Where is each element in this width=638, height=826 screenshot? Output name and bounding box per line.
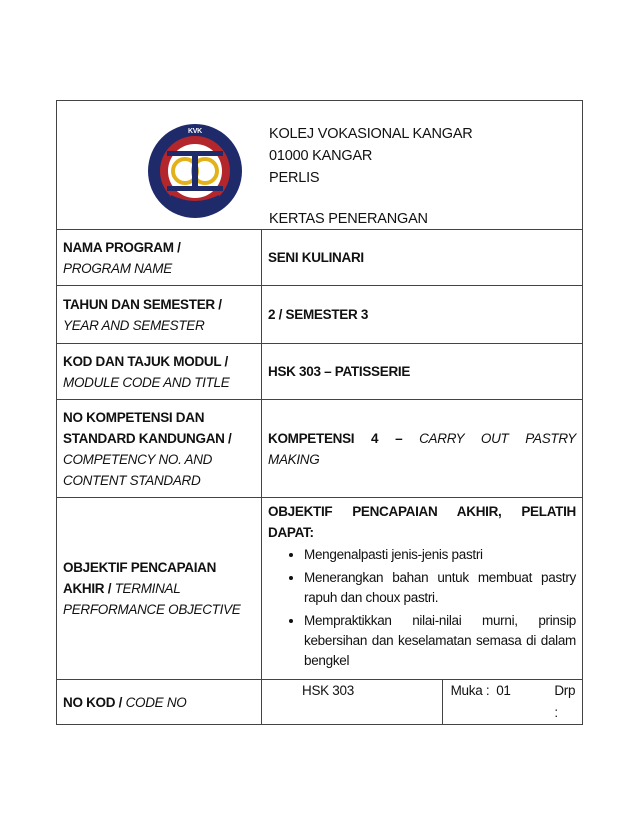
objective-item: • Menerangkan bahan untuk membuat pastry rapuh dan choux pastri. bbox=[304, 568, 576, 608]
code-row bbox=[57, 680, 583, 725]
objective-item: • Mempraktikkan nilai-nilai murni, prinsip kebersihan dan keselamatan semasa di dalam bengkel bbox=[304, 611, 576, 671]
objective-label-italic-1: TERMINAL bbox=[114, 581, 181, 596]
competency-label-bold-1: NO KOMPETENSI DAN bbox=[63, 409, 205, 425]
code-value-cell bbox=[262, 680, 583, 725]
description-sheet bbox=[56, 100, 582, 725]
institution-name: KOLEJ VOKASIONAL KANGAR bbox=[269, 126, 473, 142]
logo-lettering: KVK bbox=[188, 128, 202, 135]
code-label-italic: CODE NO bbox=[125, 694, 187, 710]
program-value: SENI KULINARI bbox=[262, 230, 583, 286]
page-total: Drp : bbox=[554, 683, 576, 720]
objective-row bbox=[57, 498, 583, 680]
objective-content bbox=[262, 498, 583, 680]
competency-label bbox=[57, 400, 262, 498]
header-cell bbox=[57, 101, 583, 230]
objective-label bbox=[57, 498, 262, 680]
code-label-bold: NO KOD / bbox=[63, 694, 123, 710]
competency-row bbox=[57, 400, 583, 498]
document-type: KERTAS PENERANGAN bbox=[269, 211, 428, 227]
semester-row bbox=[57, 286, 583, 344]
competency-value-bold: KOMPETENSI 4 – bbox=[268, 430, 403, 446]
semester-value: 2 / SEMESTER 3 bbox=[262, 286, 583, 344]
code-value: HSK 303 bbox=[262, 680, 443, 724]
semester-label-italic: YEAR AND SEMESTER bbox=[63, 317, 205, 333]
module-label-bold: KOD DAN TAJUK MODUL / bbox=[63, 353, 228, 369]
competency-value bbox=[262, 400, 583, 498]
competency-label-bold-2: STANDARD KANDUNGAN / bbox=[63, 430, 232, 446]
info-table bbox=[56, 100, 583, 725]
competency-label-italic-1: COMPETENCY NO. AND bbox=[63, 451, 213, 467]
objective-list bbox=[268, 545, 576, 671]
objective-item: • Mengenalpasti jenis-jenis pastri bbox=[304, 545, 576, 565]
page-number: Muka : 01 bbox=[450, 683, 511, 698]
program-label-bold: NAMA PROGRAM / bbox=[63, 239, 181, 255]
program-label bbox=[57, 230, 262, 286]
semester-label-bold: TAHUN DAN SEMESTER / bbox=[63, 296, 222, 312]
program-row bbox=[57, 230, 583, 286]
state: PERLIS bbox=[269, 170, 320, 186]
objective-heading: OBJEKTIF PENCAPAIAN AKHIR, PELATIH DAPAT: bbox=[268, 504, 576, 540]
module-label-italic: MODULE CODE AND TITLE bbox=[63, 374, 230, 390]
competency-value-italic: CARRY OUT PASTRY MAKING bbox=[268, 430, 577, 467]
objective-label-bold-2: AKHIR / bbox=[63, 581, 112, 596]
code-label bbox=[57, 680, 262, 725]
competency-label-italic-2: CONTENT STANDARD bbox=[63, 472, 201, 488]
semester-label bbox=[57, 286, 262, 344]
school-address bbox=[269, 123, 473, 230]
objective-label-italic-2: PERFORMANCE OBJECTIVE bbox=[63, 602, 241, 617]
module-row bbox=[57, 344, 583, 400]
header-row bbox=[57, 101, 583, 230]
program-label-italic: PROGRAM NAME bbox=[63, 260, 172, 276]
module-value: HSK 303 – PATISSERIE bbox=[262, 344, 583, 400]
postcode-city: 01000 KANGAR bbox=[269, 148, 373, 164]
college-logo bbox=[145, 121, 245, 221]
objective-label-bold-1: OBJEKTIF PENCAPAIAN bbox=[63, 560, 217, 575]
module-label bbox=[57, 344, 262, 400]
